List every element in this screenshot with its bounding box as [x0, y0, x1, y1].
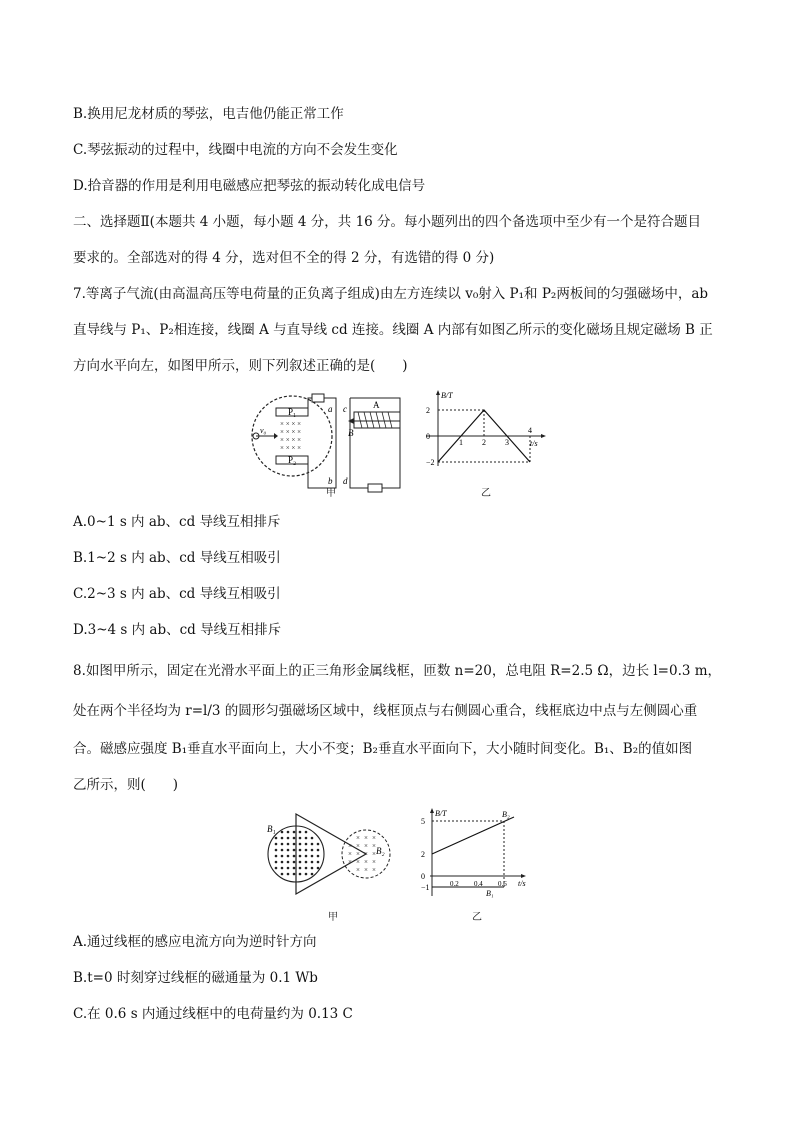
- q8-caption-jia: 甲: [328, 912, 338, 923]
- b1-field-dot: [317, 843, 320, 846]
- b1-field-dot: [299, 873, 302, 876]
- b2-field-cross: ×: [364, 842, 368, 850]
- b2-field-cross: ×: [364, 866, 368, 874]
- b2-field-cross: ×: [372, 842, 376, 850]
- y-tick-label: −2: [426, 458, 435, 467]
- b1-field-dot: [287, 861, 290, 864]
- b1-field-dot: [281, 867, 284, 870]
- q7-label-v0: v₀: [260, 426, 267, 435]
- x-tick-label: 4: [528, 426, 532, 435]
- b2-field-cross: ×: [356, 842, 360, 850]
- b1-field-dot: [275, 867, 278, 870]
- y-axis-arrow: [436, 390, 440, 395]
- series-line-b2: [432, 817, 514, 854]
- b1-field-dot: [275, 855, 278, 858]
- b1-field-dot: [275, 843, 278, 846]
- b1-field-dot: [299, 861, 302, 864]
- section-header-line2: 要求的。全部选对的得 4 分，选对但不全的得 2 分，有选错的得 0 分): [73, 250, 495, 266]
- svg-text:× × × ×: × × × ×: [280, 444, 302, 452]
- b1-field-dot: [299, 855, 302, 858]
- b1-field-dot: [299, 849, 302, 852]
- q7-option-a: A.0~1 s 内 ab、cd 导线互相排斥: [73, 514, 281, 530]
- b1-field-dot: [287, 873, 290, 876]
- b1-field-dot: [299, 831, 302, 834]
- q7-caption-jia: 甲: [326, 488, 336, 499]
- x-tick-label: 3: [505, 438, 509, 447]
- b1-field-dot: [311, 849, 314, 852]
- b1-field-dot: [317, 855, 320, 858]
- prev-option-b: B.换用尼龙材质的琴弦，电吉他仍能正常工作: [73, 106, 344, 122]
- svg-text:× × × ×: × × × ×: [280, 428, 302, 436]
- b1-field-dot: [281, 861, 284, 864]
- b1-field-dot: [281, 843, 284, 846]
- b1-field-dot: [287, 837, 290, 840]
- b1-field-dot: [281, 849, 284, 852]
- b1-field-dot: [293, 831, 296, 834]
- b1-field-dot: [287, 867, 290, 870]
- y-axis-label: B/T: [435, 809, 447, 818]
- q8-label-b2: B₂: [376, 846, 385, 856]
- b2-field-cross: ×: [372, 850, 376, 858]
- q7-label-c: c: [343, 404, 347, 414]
- x-axis-arrow: [521, 874, 526, 878]
- b1-field-dot: [311, 855, 314, 858]
- svg-text:× × × ×: × × × ×: [280, 436, 302, 444]
- y-tick-label: 2: [421, 850, 425, 859]
- b2-field-cross: ×: [372, 834, 376, 842]
- b2-field-cross: ×: [364, 858, 368, 866]
- prev-option-c: C.琴弦振动的过程中，线圈中电流的方向不会发生变化: [73, 142, 398, 158]
- b1-field-dot: [305, 861, 308, 864]
- q8-figure-jia: [262, 810, 402, 902]
- b1-field-dot: [305, 855, 308, 858]
- y-tick-label: 2: [426, 406, 430, 415]
- b1-field-dot: [299, 867, 302, 870]
- b1-field-dot: [287, 831, 290, 834]
- b1-field-dot: [275, 849, 278, 852]
- q7-label-field-b: B: [348, 428, 354, 438]
- q8-stem-line3: 合。磁感应强度 B₁垂直水平面向上，大小不变；B₂垂直水平面向下，大小随时间变化。B₁、B₂的值如图: [73, 741, 693, 757]
- b2-field-cross: ×: [356, 834, 360, 842]
- b1-field-dot: [293, 849, 296, 852]
- x-tick-label: 0.4: [474, 880, 483, 888]
- b1-field-dot: [317, 861, 320, 864]
- b1-field-dot: [281, 873, 284, 876]
- y-tick-label: −1: [421, 883, 430, 892]
- q7-option-b: B.1~2 s 内 ab、cd 导线互相吸引: [73, 550, 281, 566]
- b1-field-dot: [305, 849, 308, 852]
- b1-field-dot: [299, 837, 302, 840]
- q7-stem-line1: 7.等离子气流(由高温高压等电荷量的正负离子组成)由左方连续以 v₀射入 P₁和 P₂两板间的匀强磁场中，ab: [73, 286, 709, 302]
- b1-field-dot: [293, 867, 296, 870]
- b2-field-cross: ×: [364, 834, 368, 842]
- x-axis-label: t/s: [530, 439, 538, 448]
- b1-field-dot: [311, 873, 314, 876]
- b2-field-cross: ×: [348, 858, 352, 866]
- q7-caption-yi: 乙: [481, 488, 491, 499]
- b1-field-dot: [305, 873, 308, 876]
- q7-label-p1: P₁: [288, 407, 297, 417]
- q8-stem-line4: 乙所示，则( ): [73, 777, 179, 793]
- b2-field-cross: ×: [356, 850, 360, 858]
- b1-field-dot: [293, 837, 296, 840]
- series-label-b2: B₂: [502, 810, 510, 819]
- b1-field-dot: [281, 855, 284, 858]
- q7-option-c: C.2~3 s 内 ab、cd 导线互相吸引: [73, 586, 281, 602]
- b1-field-dot: [305, 867, 308, 870]
- b1-field-dot: [275, 837, 278, 840]
- q8-option-a: A.通过线框的感应电流方向为逆时针方向: [73, 934, 317, 950]
- x-axis-arrow: [541, 434, 546, 438]
- b2-field-cross: ×: [356, 858, 360, 866]
- q8-stem-line1: 8.如图甲所示，固定在光滑水平面上的正三角形金属线框，匝数 n=20，总电阻 R=2.5 Ω，边长 l=0.3 m，: [73, 663, 722, 679]
- b1-field-dot: [293, 855, 296, 858]
- x-tick-label: 0.2: [450, 880, 459, 888]
- b2-field-cross: ×: [372, 858, 376, 866]
- b1-field-dot: [287, 843, 290, 846]
- q7-option-d: D.3~4 s 内 ab、cd 导线互相排斥: [73, 622, 282, 638]
- y-tick-label: 0: [426, 432, 430, 441]
- b1-field-dot: [281, 837, 284, 840]
- q7-label-a: a: [328, 404, 333, 414]
- x-axis-label: t/s: [518, 879, 526, 888]
- y-tick-label: 5: [421, 817, 425, 826]
- q7-stem-line2: 直导线与 P₁、P₂相连接，线圈 A 与直导线 cd 连接。线圈 A 内部有如图乙所示的变化磁场且规定磁场 B 正: [73, 322, 713, 338]
- b1-field-dot: [293, 873, 296, 876]
- b1-field-dot: [293, 861, 296, 864]
- q7-label-coil-a: A: [373, 400, 380, 410]
- q7-label-p2: P₂: [288, 455, 297, 465]
- b1-field-dot: [275, 861, 278, 864]
- x-tick-label: 0.6: [498, 880, 507, 888]
- q7-label-b: b: [328, 476, 333, 486]
- b1-field-dot: [311, 861, 314, 864]
- y-axis-label: B/T: [441, 391, 453, 400]
- q8-stem-line2: 处在两个半径均为 r=l/3 的圆形匀强磁场区域中，线框顶点与右侧圆心重合，线框底边中点与左侧圆心重: [73, 703, 698, 719]
- y-axis-arrow: [430, 808, 434, 813]
- b1-field-dot: [305, 837, 308, 840]
- section-header-line1: 二、选择题Ⅱ(本题共 4 小题，每小题 4 分，共 16 分。每小题列出的四个备选项中至少有一个是符合题目: [73, 214, 702, 230]
- b1-field-dot: [317, 867, 320, 870]
- b2-field-cross: ×: [372, 866, 376, 874]
- b1-field-dot: [311, 843, 314, 846]
- svg-text:× × × ×: × × × ×: [280, 420, 302, 428]
- b1-field-dot: [299, 843, 302, 846]
- q8-chart-yi: [418, 804, 538, 904]
- b1-field-dot: [317, 849, 320, 852]
- b2-field-cross: ×: [356, 866, 360, 874]
- b1-field-dot: [293, 843, 296, 846]
- y-tick-label: 0: [421, 872, 425, 881]
- b1-field-dot: [311, 867, 314, 870]
- b1-field-dot: [287, 855, 290, 858]
- q7-chart-yi: [420, 388, 550, 468]
- b2-field-cross: ×: [348, 850, 352, 858]
- b1-field-dot: [281, 831, 284, 834]
- q7-label-d: d: [343, 476, 348, 486]
- q8-option-c: C.在 0.6 s 内通过线框中的电荷量约为 0.13 C: [73, 1006, 353, 1022]
- b2-field-cross: ×: [348, 842, 352, 850]
- q8-option-b: B.t=0 时刻穿过线框的磁通量为 0.1 Wb: [73, 970, 318, 986]
- series-label-b1: B₁: [486, 889, 494, 898]
- b1-field-dot: [305, 843, 308, 846]
- b2-field-cross: ×: [364, 850, 368, 858]
- x-tick-label: 1: [459, 438, 463, 447]
- prev-option-d: D.拾音器的作用是利用电磁感应把琴弦的振动转化成电信号: [73, 178, 426, 194]
- b1-field-dot: [287, 849, 290, 852]
- q8-label-b1: B₁: [267, 824, 276, 834]
- x-tick-label: 2: [482, 438, 486, 447]
- q8-caption-yi: 乙: [472, 912, 482, 923]
- b1-field-dot: [305, 831, 308, 834]
- b1-field-dot: [311, 837, 314, 840]
- q7-stem-line3: 方向水平向左，如图甲所示，则下列叙述正确的是( ): [73, 358, 408, 374]
